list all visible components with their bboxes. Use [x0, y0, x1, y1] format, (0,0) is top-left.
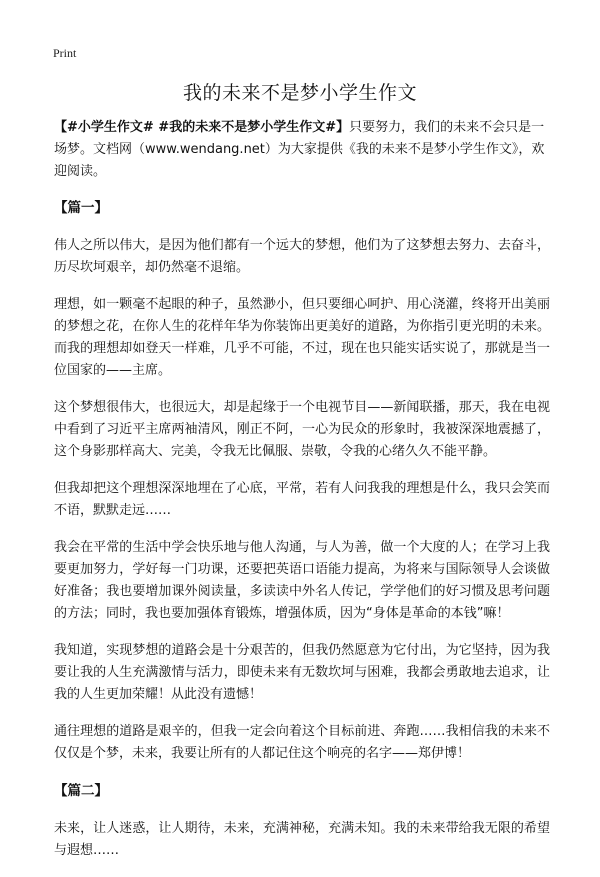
paragraph: 未来，让人迷惑，让人期待，未来，充满神秘，充满未知。我的未来带给我无限的希望与遐想…… [54, 821, 550, 858]
article-body [54, 117, 550, 877]
paragraph: 理想，如一颗毫不起眼的种子，虽然渺小，但只要细心呵护、用心浇灌，终将开出美丽的梦想之花，在你人生的花样年华为你装饰出更美好的道路，为你指引更光明的未来。而我的理想却如登天一样难，几乎不可能，不过，现在也只能实话实说了，那就是当一位国家的——主席。 [54, 297, 550, 378]
section-heading-2: 【篇二】 [54, 783, 108, 799]
section-heading-1: 【篇一】 [54, 200, 108, 216]
print-link[interactable]: Print [53, 46, 77, 60]
site-link[interactable]: www.wendang.net [145, 142, 265, 157]
paragraph: 我会在平常的生活中学会快乐地与他人沟通，与人为善，做一个大度的人；在学习上我要更加努力，学好每一门功课，还要把英语口语能力提高，为将来与国际领导人会谈做好准备；我也要增加课外阅读量，多读读中外名人传记，学学他们的好习惯及思考问题的方法；同时，我也要加强体育锻炼，增强体质，因为“身体是革命的本钱”嘛！ [54, 540, 550, 621]
intro-text-before-link: 只要努力，我们的未来不会只是一场梦。文档网（ [54, 120, 545, 157]
page-title: 我的未来不是梦小学生作文 [182, 82, 417, 104]
intro-paragraph [54, 117, 550, 183]
intro-text-after-link: ）为大家提供《我的未来不是梦小学生作文》，欢迎阅读。 [54, 142, 545, 179]
paragraph: 伟人之所以伟大，是因为他们都有一个远大的梦想，他们为了这梦想去努力、去奋斗，历尽坎坷艰辛，却仍然毫不退缩。 [54, 238, 550, 275]
paragraph: 这个梦想很伟大，也很远大，却是起缘于一个电视节目——新闻联播，那天，我在电视中看到了习近平主席两袖清风，刚正不阿，一心为民众的形象时，我被深深地震撼了，这个身影那样高大、完美，令我无比佩服、崇敬，令我的心绪久久不能平静。 [54, 400, 550, 459]
paragraph: 通往理想的道路是艰辛的，但我一定会向着这个目标前进、奔跑……我相信我的未来不仅仅是个梦，未来，我要让所有的人都记住这个响亮的名字——郑伊博！ [54, 724, 550, 761]
paragraph: 但我却把这个理想深深地埋在了心底，平常，若有人问我我的理想是什么，我只会笑而不语，默默走远…… [54, 481, 550, 518]
paragraph: 我知道，实现梦想的道路会是十分艰苦的，但我仍然愿意为它付出，为它坚持，因为我要让我的人生充满激情与活力，即使未来有无数坎坷与困难，我都会勇敢地去追求，让我的人生更加荣耀！从此没有遗憾！ [54, 643, 550, 702]
intro-tags: 【#小学生作文# #我的未来不是梦小学生作文#】 [54, 120, 350, 135]
